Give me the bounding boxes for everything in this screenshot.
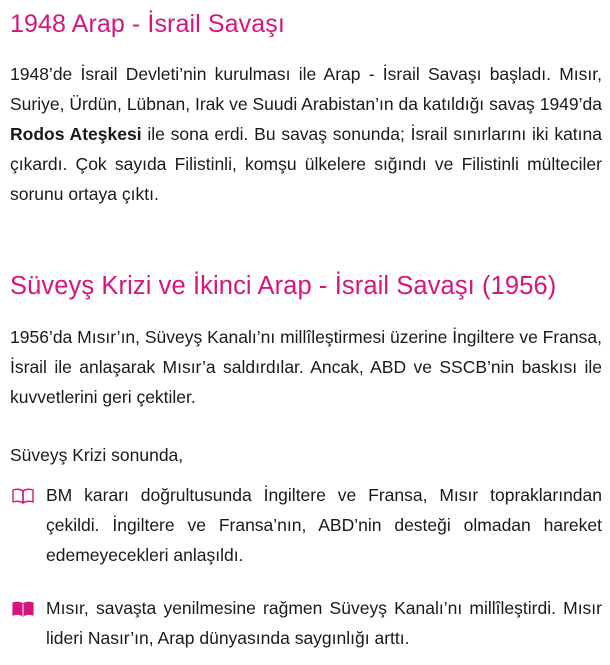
open-book-filled-icon [12, 601, 34, 617]
bullet-list [10, 593, 602, 653]
section-heading-1948-war: 1948 Arap - İsrail Savaşı [10, 10, 285, 38]
list-item-text: BM kararı doğrultusunda İngiltere ve Fransa, Mısır topraklarından çekildi. İngiltere ve Fransa’nın, ABD’nin desteği olmadan hareket edemeyecekleri anlaşıldı. [46, 485, 602, 565]
list-item [10, 480, 602, 570]
paragraph-suez-intro: Süveyş Krizi sonunda, [10, 445, 184, 465]
bullet-list [10, 480, 602, 570]
paragraph-1948-war [10, 59, 602, 209]
list-item-text: Mısır, savaşta yenilmesine rağmen Süveyş Kanalı’nı millîleştirdi. Mısır lideri Nasır’ın, Arap dünyasında saygınlığı arttı. [46, 598, 602, 648]
open-book-outline-icon [12, 488, 34, 504]
paragraph-suez-crisis: 1956’da Mısır’ın, Süveyş Kanalı’nı millîleştirmesi üzerine İngiltere ve Fransa, İsrail ile anlaşarak Mısır’a saldırdılar. Ancak, ABD ve SSCB’nin baskısı ile kuvvetlerini geri çektiler. [10, 327, 603, 407]
paragraph-text: 1948’de İsrail Devleti’nin kurulması ile Arap - İsrail Savaşı başladı. Mısır, Suriye, Ürdün, Lübnan, Irak ve Suudi Arabistan’ın da katıldığı savaş 1949’da [10, 64, 602, 114]
list-item [10, 593, 602, 653]
paragraph-text: ile sona erdi. Bu savaş sonunda; İsrail sınırlarını iki katına çıkardı. Çok sayıda Filistinli, komşu ülkelere sığındı ve Filistinli mülteciler sorunu ortaya çıktı. [10, 124, 602, 204]
section-heading-suez-crisis: Süveyş Krizi ve İkinci Arap - İsrail Savaşı (1956) [10, 272, 557, 300]
bold-term-rodos: Rodos Ateşkesi [10, 124, 142, 144]
